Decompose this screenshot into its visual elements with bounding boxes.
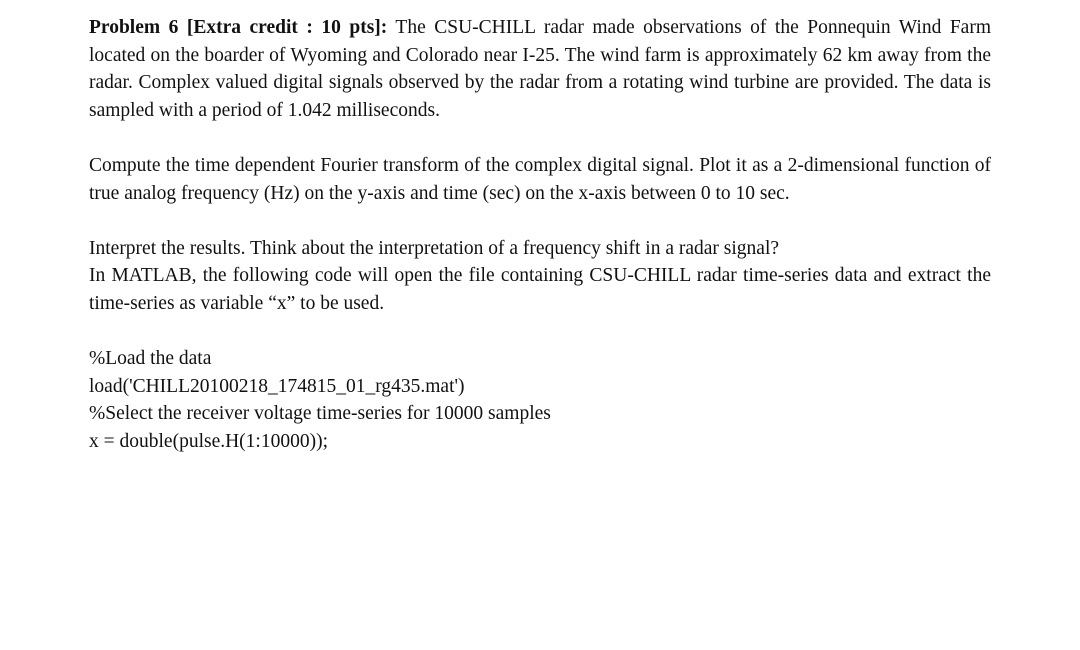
code-assignment: x = double(pulse.H(1:10000)); [89, 430, 328, 452]
problem-title: Problem 6 [Extra credit : 10 pts]: [89, 17, 388, 38]
code-load-statement: load('CHILL20100218_174815_01_rg435.mat') [89, 375, 465, 397]
document-page [89, 14, 991, 456]
problem-statement-paragraph [89, 14, 991, 124]
paragraph-spacer [89, 318, 991, 346]
problem-description: The CSU-CHILL radar made observations of the Ponnequin Wind Farm located on the boarder of Wyoming and Colorado near I-25. The wind farm is approximately 62 km away from the radar. Complex valued digital signals observed by the radar from a rotating wind turbine are provided. The data is sampled with a period of 1.042 milliseconds. [89, 17, 991, 121]
interpretation-question: Interpret the results. Think about the interpretation of a frequency shift in a radar signal? [89, 237, 780, 259]
code-comment-select: %Select the receiver voltage time-series for 10000 samples [89, 403, 551, 425]
code-comment-load: %Load the data [89, 348, 212, 370]
paragraph-spacer [89, 124, 991, 152]
paragraph-spacer [89, 207, 991, 235]
matlab-instructions: In MATLAB, the following code will open the file containing CSU-CHILL radar time-series data and extract the time-series as variable “x” to be used. [89, 265, 991, 314]
code-block [89, 345, 991, 455]
task-paragraph: Compute the time dependent Fourier transform of the complex digital signal. Plot it as a 2-dimensional function of true analog frequency (Hz) on the y-axis and time (sec) on the x-axis between 0 to 10 sec. [89, 154, 991, 204]
